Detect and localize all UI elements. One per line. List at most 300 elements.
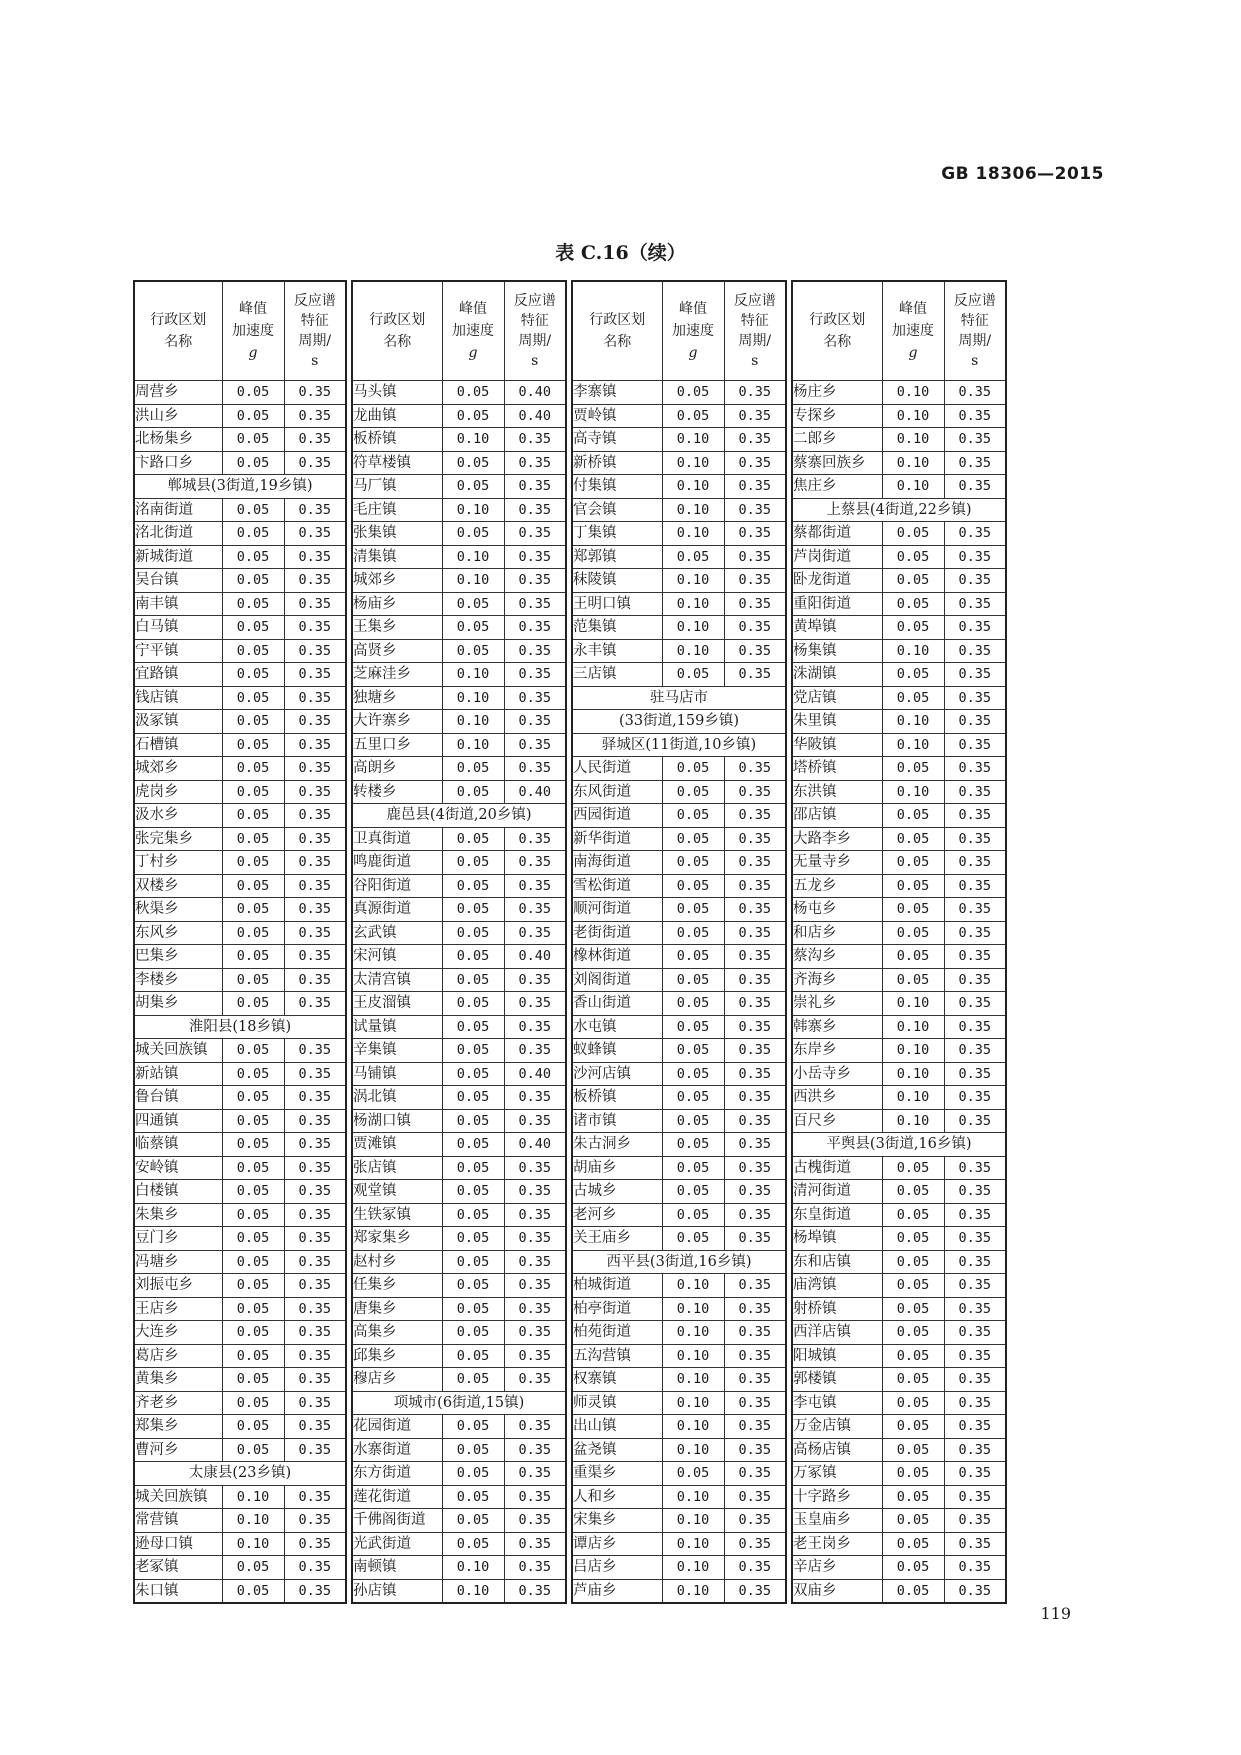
table-row	[134, 992, 346, 1016]
table-row	[134, 827, 346, 851]
table-row	[352, 1297, 566, 1321]
cell-peak-acceleration: 0.05	[222, 1344, 284, 1368]
table-row	[134, 1532, 346, 1556]
table-row	[352, 1532, 566, 1556]
table-row	[134, 968, 346, 992]
table-row	[134, 663, 346, 687]
cell-peak-acceleration: 0.10	[882, 1015, 944, 1039]
table-row	[352, 522, 566, 546]
cell-peak-acceleration: 0.10	[442, 663, 504, 687]
cell-characteristic-period: 0.35	[724, 663, 786, 687]
cell-peak-acceleration: 0.05	[442, 992, 504, 1016]
cell-peak-acceleration: 0.05	[222, 451, 284, 475]
cell-peak-acceleration: 0.05	[222, 1156, 284, 1180]
table-row	[572, 1509, 786, 1533]
cell-peak-acceleration: 0.10	[442, 1556, 504, 1580]
cell-peak-acceleration: 0.10	[662, 616, 724, 640]
cell-peak-acceleration: 0.05	[882, 1321, 944, 1345]
table-row	[792, 1579, 1006, 1603]
cell-characteristic-period: 0.35	[284, 1133, 346, 1157]
cell-characteristic-period: 0.35	[944, 1156, 1006, 1180]
cell-peak-acceleration: 0.05	[442, 1438, 504, 1462]
cell-characteristic-period: 0.35	[724, 1227, 786, 1251]
table-row	[572, 780, 786, 804]
table-row	[792, 663, 1006, 687]
cell-division-name: 冯塘乡	[134, 1250, 222, 1274]
cell-peak-acceleration: 0.05	[442, 1156, 504, 1180]
cell-division-name: 千佛阁街道	[352, 1509, 442, 1533]
table-row	[792, 827, 1006, 851]
cell-characteristic-period: 0.35	[724, 851, 786, 875]
header-period-period_line1: 反应谱	[513, 293, 556, 309]
cell-peak-acceleration: 0.05	[882, 851, 944, 875]
cell-peak-acceleration: 0.05	[662, 921, 724, 945]
table-row	[792, 1109, 1006, 1133]
group-title: 郸城县(3街道,19乡镇)	[134, 475, 346, 499]
table-row	[572, 1180, 786, 1204]
cell-division-name: 王店乡	[134, 1297, 222, 1321]
cell-division-name: 宁平镇	[134, 639, 222, 663]
cell-division-name: 杨集镇	[792, 639, 882, 663]
cell-peak-acceleration: 0.05	[222, 757, 284, 781]
table-row	[352, 827, 566, 851]
cell-peak-acceleration: 0.05	[442, 1062, 504, 1086]
table-row	[352, 1415, 566, 1439]
cell-characteristic-period: 0.35	[284, 733, 346, 757]
cell-division-name: 南丰镇	[134, 592, 222, 616]
cell-division-name: 新华街道	[572, 827, 662, 851]
table-row	[134, 710, 346, 734]
table-row	[352, 1462, 566, 1486]
table-row	[792, 898, 1006, 922]
cell-division-name: 人民街道	[572, 757, 662, 781]
table-row	[792, 616, 1006, 640]
cell-peak-acceleration: 0.05	[442, 1086, 504, 1110]
cell-peak-acceleration: 0.05	[222, 1203, 284, 1227]
cell-characteristic-period: 0.35	[504, 475, 566, 499]
cell-peak-acceleration: 0.05	[442, 1509, 504, 1533]
table-row	[792, 1180, 1006, 1204]
cell-division-name: 城郊乡	[134, 757, 222, 781]
cell-peak-acceleration: 0.05	[662, 1180, 724, 1204]
cell-peak-acceleration: 0.10	[222, 1532, 284, 1556]
cell-characteristic-period: 0.35	[284, 804, 346, 828]
cell-division-name: 官会镇	[572, 498, 662, 522]
cell-division-name: 南海街道	[572, 851, 662, 875]
cell-peak-acceleration: 0.05	[222, 968, 284, 992]
cell-characteristic-period: 0.35	[944, 992, 1006, 1016]
table-row	[572, 592, 786, 616]
cell-characteristic-period: 0.35	[724, 945, 786, 969]
cell-peak-acceleration: 0.10	[882, 451, 944, 475]
table-row	[792, 1086, 1006, 1110]
cell-division-name: 汲水乡	[134, 804, 222, 828]
cell-characteristic-period: 0.35	[504, 1462, 566, 1486]
cell-characteristic-period: 0.35	[284, 1274, 346, 1298]
table-row	[792, 475, 1006, 499]
cell-characteristic-period: 0.35	[944, 451, 1006, 475]
cell-peak-acceleration: 0.10	[442, 545, 504, 569]
cell-division-name: 焦庄乡	[792, 475, 882, 499]
cell-division-name: 郑集乡	[134, 1415, 222, 1439]
cell-division-name: 周营乡	[134, 381, 222, 405]
header-period	[944, 281, 1006, 381]
cell-characteristic-period: 0.35	[504, 1274, 566, 1298]
cell-characteristic-period: 0.35	[504, 1509, 566, 1533]
table-row	[134, 1509, 346, 1533]
table-row	[792, 451, 1006, 475]
cell-characteristic-period: 0.35	[284, 874, 346, 898]
table-row	[134, 428, 346, 452]
cell-peak-acceleration: 0.05	[442, 1109, 504, 1133]
table-column-block-1	[133, 280, 347, 1604]
cell-characteristic-period: 0.35	[944, 616, 1006, 640]
cell-peak-acceleration: 0.10	[882, 1039, 944, 1063]
cell-division-name: 师灵镇	[572, 1391, 662, 1415]
table-row	[134, 921, 346, 945]
table-row	[572, 1227, 786, 1251]
cell-peak-acceleration: 0.05	[222, 1391, 284, 1415]
cell-peak-acceleration: 0.05	[882, 1180, 944, 1204]
table-row	[352, 1015, 566, 1039]
cell-division-name: 芦岗街道	[792, 545, 882, 569]
cell-division-name: 独塘乡	[352, 686, 442, 710]
cell-characteristic-period: 0.35	[284, 545, 346, 569]
table-row	[792, 780, 1006, 804]
cell-characteristic-period: 0.35	[284, 851, 346, 875]
table-row	[352, 710, 566, 734]
cell-peak-acceleration: 0.05	[442, 874, 504, 898]
cell-peak-acceleration: 0.10	[662, 522, 724, 546]
cell-division-name: 雪松街道	[572, 874, 662, 898]
table-row	[134, 874, 346, 898]
cell-peak-acceleration: 0.05	[882, 686, 944, 710]
cell-peak-acceleration: 0.05	[662, 1133, 724, 1157]
cell-characteristic-period: 0.35	[284, 686, 346, 710]
cell-characteristic-period: 0.35	[504, 1203, 566, 1227]
table-row	[792, 569, 1006, 593]
cell-peak-acceleration: 0.05	[882, 945, 944, 969]
cell-peak-acceleration: 0.05	[222, 592, 284, 616]
cell-characteristic-period: 0.35	[284, 1368, 346, 1392]
cell-peak-acceleration: 0.05	[662, 545, 724, 569]
cell-division-name: 花园街道	[352, 1415, 442, 1439]
cell-characteristic-period: 0.35	[724, 1391, 786, 1415]
table-row	[134, 522, 346, 546]
cell-division-name: 刘阁街道	[572, 968, 662, 992]
cell-division-name: 大连乡	[134, 1321, 222, 1345]
table-row	[572, 804, 786, 828]
table-row	[572, 851, 786, 875]
cell-characteristic-period: 0.35	[724, 616, 786, 640]
cell-division-name: 郭楼镇	[792, 1368, 882, 1392]
cell-peak-acceleration: 0.05	[222, 1415, 284, 1439]
cell-characteristic-period: 0.35	[724, 1509, 786, 1533]
header-pga	[662, 281, 724, 381]
cell-characteristic-period: 0.35	[724, 451, 786, 475]
table-row	[134, 1274, 346, 1298]
cell-division-name: 张完集乡	[134, 827, 222, 851]
cell-division-name: 杨屯乡	[792, 898, 882, 922]
cell-characteristic-period: 0.35	[284, 1532, 346, 1556]
cell-peak-acceleration: 0.05	[442, 1485, 504, 1509]
cell-division-name: 崇礼乡	[792, 992, 882, 1016]
cell-peak-acceleration: 0.05	[882, 1438, 944, 1462]
cell-peak-acceleration: 0.05	[882, 1462, 944, 1486]
cell-peak-acceleration: 0.05	[882, 874, 944, 898]
cell-peak-acceleration: 0.05	[882, 1368, 944, 1392]
cell-peak-acceleration: 0.10	[882, 639, 944, 663]
cell-characteristic-period: 0.35	[724, 1438, 786, 1462]
table-row	[134, 945, 346, 969]
header-period-period_unit: s	[971, 353, 979, 369]
cell-peak-acceleration: 0.05	[222, 804, 284, 828]
cell-division-name: 临蔡镇	[134, 1133, 222, 1157]
cell-characteristic-period: 0.35	[724, 1321, 786, 1345]
cell-peak-acceleration: 0.10	[662, 1391, 724, 1415]
table-row	[572, 475, 786, 499]
group-title: 淮阳县(18乡镇)	[134, 1015, 346, 1039]
table-row	[792, 1250, 1006, 1274]
cell-division-name: 钱店镇	[134, 686, 222, 710]
cell-peak-acceleration: 0.05	[222, 1297, 284, 1321]
cell-characteristic-period: 0.35	[944, 545, 1006, 569]
cell-division-name: 杨庙乡	[352, 592, 442, 616]
cell-characteristic-period: 0.35	[284, 592, 346, 616]
table-row	[572, 874, 786, 898]
table-row	[352, 1133, 566, 1157]
cell-division-name: 城郊乡	[352, 569, 442, 593]
cell-peak-acceleration: 0.10	[882, 780, 944, 804]
table-row	[792, 804, 1006, 828]
cell-division-name: 宋河镇	[352, 945, 442, 969]
cell-peak-acceleration: 0.05	[882, 1415, 944, 1439]
header-period	[504, 281, 566, 381]
cell-characteristic-period: 0.35	[944, 1039, 1006, 1063]
cell-characteristic-period: 0.35	[724, 1274, 786, 1298]
table-row	[134, 1086, 346, 1110]
table-row	[134, 381, 346, 405]
table-row	[134, 592, 346, 616]
cell-peak-acceleration: 0.05	[442, 1203, 504, 1227]
header-pga-pga_line1: 峰值	[679, 301, 707, 317]
header-name-label: 行政区划名称	[589, 312, 646, 350]
cell-peak-acceleration: 0.05	[882, 921, 944, 945]
cell-division-name: 唐集乡	[352, 1297, 442, 1321]
cell-division-name: 北杨集乡	[134, 428, 222, 452]
cell-division-name: 诸市镇	[572, 1109, 662, 1133]
cell-division-name: 毛庄镇	[352, 498, 442, 522]
cell-division-name: 东方街道	[352, 1462, 442, 1486]
cell-peak-acceleration: 0.05	[662, 1203, 724, 1227]
cell-peak-acceleration: 0.10	[882, 475, 944, 499]
cell-division-name: 谭店乡	[572, 1532, 662, 1556]
cell-peak-acceleration: 0.05	[662, 1062, 724, 1086]
header-period-period_unit: s	[751, 353, 759, 369]
cell-characteristic-period: 0.35	[944, 851, 1006, 875]
table-row	[792, 1344, 1006, 1368]
table-row	[134, 686, 346, 710]
table-column-block-3	[571, 280, 787, 1604]
table-row	[792, 639, 1006, 663]
cell-peak-acceleration: 0.05	[662, 968, 724, 992]
cell-characteristic-period: 0.35	[944, 921, 1006, 945]
cell-characteristic-period: 0.35	[504, 710, 566, 734]
cell-division-name: 洙湖镇	[792, 663, 882, 687]
table-row	[572, 1109, 786, 1133]
cell-division-name: 宜路镇	[134, 663, 222, 687]
header-period-period_line3: 周期/	[958, 333, 992, 349]
table-row	[792, 1274, 1006, 1298]
cell-characteristic-period: 0.35	[944, 780, 1006, 804]
cell-characteristic-period: 0.35	[504, 992, 566, 1016]
cell-peak-acceleration: 0.05	[662, 381, 724, 405]
cell-peak-acceleration: 0.10	[662, 1438, 724, 1462]
cell-division-name: 万金店镇	[792, 1415, 882, 1439]
table-row	[134, 1180, 346, 1204]
cell-characteristic-period: 0.35	[724, 545, 786, 569]
cell-peak-acceleration: 0.05	[442, 475, 504, 499]
header-name	[572, 281, 662, 381]
cell-division-name: 巴集乡	[134, 945, 222, 969]
cell-characteristic-period: 0.35	[944, 1203, 1006, 1227]
table-row	[352, 1485, 566, 1509]
cell-characteristic-period: 0.35	[724, 1015, 786, 1039]
cell-characteristic-period: 0.40	[504, 1062, 566, 1086]
cell-peak-acceleration: 0.05	[442, 1274, 504, 1298]
table-row	[134, 1109, 346, 1133]
group-title: 驿城区(11街道,10乡镇)	[572, 733, 786, 757]
cell-peak-acceleration: 0.05	[662, 1156, 724, 1180]
header-period-period_line2: 特征	[740, 313, 769, 329]
cell-characteristic-period: 0.35	[724, 498, 786, 522]
group-header-row	[134, 1462, 346, 1486]
cell-peak-acceleration: 0.10	[882, 404, 944, 428]
cell-division-name: 柏亭街道	[572, 1297, 662, 1321]
cell-characteristic-period: 0.40	[504, 945, 566, 969]
table-row	[792, 945, 1006, 969]
cell-division-name: 清河街道	[792, 1180, 882, 1204]
table-row	[792, 1227, 1006, 1251]
cell-division-name: 白马镇	[134, 616, 222, 640]
cell-peak-acceleration: 0.05	[222, 1086, 284, 1110]
cell-division-name: 邱集乡	[352, 1344, 442, 1368]
cell-peak-acceleration: 0.10	[662, 592, 724, 616]
cell-characteristic-period: 0.35	[724, 1368, 786, 1392]
cell-peak-acceleration: 0.10	[662, 1509, 724, 1533]
cell-peak-acceleration: 0.10	[882, 428, 944, 452]
page-number: 119	[1040, 1604, 1071, 1623]
cell-characteristic-period: 0.35	[724, 780, 786, 804]
cell-division-name: 洺南街道	[134, 498, 222, 522]
header-period-period_line1: 反应谱	[953, 293, 996, 309]
cell-characteristic-period: 0.35	[284, 1109, 346, 1133]
table-row	[572, 451, 786, 475]
cell-characteristic-period: 0.35	[504, 569, 566, 593]
cell-division-name: 老街街道	[572, 921, 662, 945]
cell-peak-acceleration: 0.10	[442, 686, 504, 710]
cell-division-name: 芝麻洼乡	[352, 663, 442, 687]
table-row	[352, 1250, 566, 1274]
header-period-period_unit: s	[311, 353, 319, 369]
cell-peak-acceleration: 0.05	[662, 663, 724, 687]
table-row	[792, 757, 1006, 781]
cell-division-name: 涡北镇	[352, 1086, 442, 1110]
header-period-period_line1: 反应谱	[293, 293, 336, 309]
cell-division-name: 二郎乡	[792, 428, 882, 452]
cell-division-name: 永丰镇	[572, 639, 662, 663]
cell-division-name: 香山街道	[572, 992, 662, 1016]
cell-peak-acceleration: 0.05	[662, 851, 724, 875]
cell-division-name: 新城街道	[134, 545, 222, 569]
cell-characteristic-period: 0.35	[504, 1344, 566, 1368]
group-header-row	[134, 475, 346, 499]
cell-division-name: 高杨店镇	[792, 1438, 882, 1462]
group-title: (33街道,159乡镇)	[572, 710, 786, 734]
cell-division-name: 十字路乡	[792, 1485, 882, 1509]
cell-peak-acceleration: 0.05	[442, 898, 504, 922]
cell-division-name: 蚁蜂镇	[572, 1039, 662, 1063]
cell-characteristic-period: 0.35	[284, 404, 346, 428]
cell-division-name: 卫真街道	[352, 827, 442, 851]
table-row	[572, 1438, 786, 1462]
cell-peak-acceleration: 0.05	[882, 545, 944, 569]
cell-peak-acceleration: 0.05	[882, 1391, 944, 1415]
cell-peak-acceleration: 0.05	[662, 804, 724, 828]
cell-division-name: 重阳街道	[792, 592, 882, 616]
table-row	[352, 498, 566, 522]
cell-division-name: 豆门乡	[134, 1227, 222, 1251]
cell-division-name: 塔桥镇	[792, 757, 882, 781]
cell-peak-acceleration: 0.05	[882, 522, 944, 546]
cell-peak-acceleration: 0.05	[442, 1344, 504, 1368]
cell-characteristic-period: 0.35	[284, 1391, 346, 1415]
header-period-period_unit: s	[531, 353, 539, 369]
cell-division-name: 胡庙乡	[572, 1156, 662, 1180]
table-row	[792, 1321, 1006, 1345]
cell-peak-acceleration: 0.10	[882, 992, 944, 1016]
cell-characteristic-period: 0.35	[944, 686, 1006, 710]
table-row	[352, 1556, 566, 1580]
cell-division-name: 张集镇	[352, 522, 442, 546]
cell-division-name: 李屯镇	[792, 1391, 882, 1415]
table-row	[572, 404, 786, 428]
cell-peak-acceleration: 0.10	[442, 733, 504, 757]
table-row	[572, 616, 786, 640]
cell-characteristic-period: 0.35	[504, 545, 566, 569]
header-pga-pga_unit: g	[688, 345, 698, 361]
cell-peak-acceleration: 0.05	[882, 804, 944, 828]
cell-division-name: 洪山乡	[134, 404, 222, 428]
group-header-row	[572, 733, 786, 757]
cell-peak-acceleration: 0.05	[222, 1368, 284, 1392]
table-row	[134, 780, 346, 804]
cell-characteristic-period: 0.35	[504, 616, 566, 640]
header-period-period_line2: 特征	[300, 313, 329, 329]
cell-division-name: 和店乡	[792, 921, 882, 945]
cell-characteristic-period: 0.35	[724, 475, 786, 499]
cell-peak-acceleration: 0.10	[442, 498, 504, 522]
table-row	[792, 992, 1006, 1016]
cell-characteristic-period: 0.35	[944, 1062, 1006, 1086]
cell-characteristic-period: 0.35	[944, 1579, 1006, 1603]
header-row	[352, 281, 566, 381]
cell-characteristic-period: 0.35	[284, 992, 346, 1016]
cell-division-name: 城关回族镇	[134, 1485, 222, 1509]
header-name	[792, 281, 882, 381]
cell-characteristic-period: 0.35	[944, 945, 1006, 969]
cell-characteristic-period: 0.35	[944, 663, 1006, 687]
